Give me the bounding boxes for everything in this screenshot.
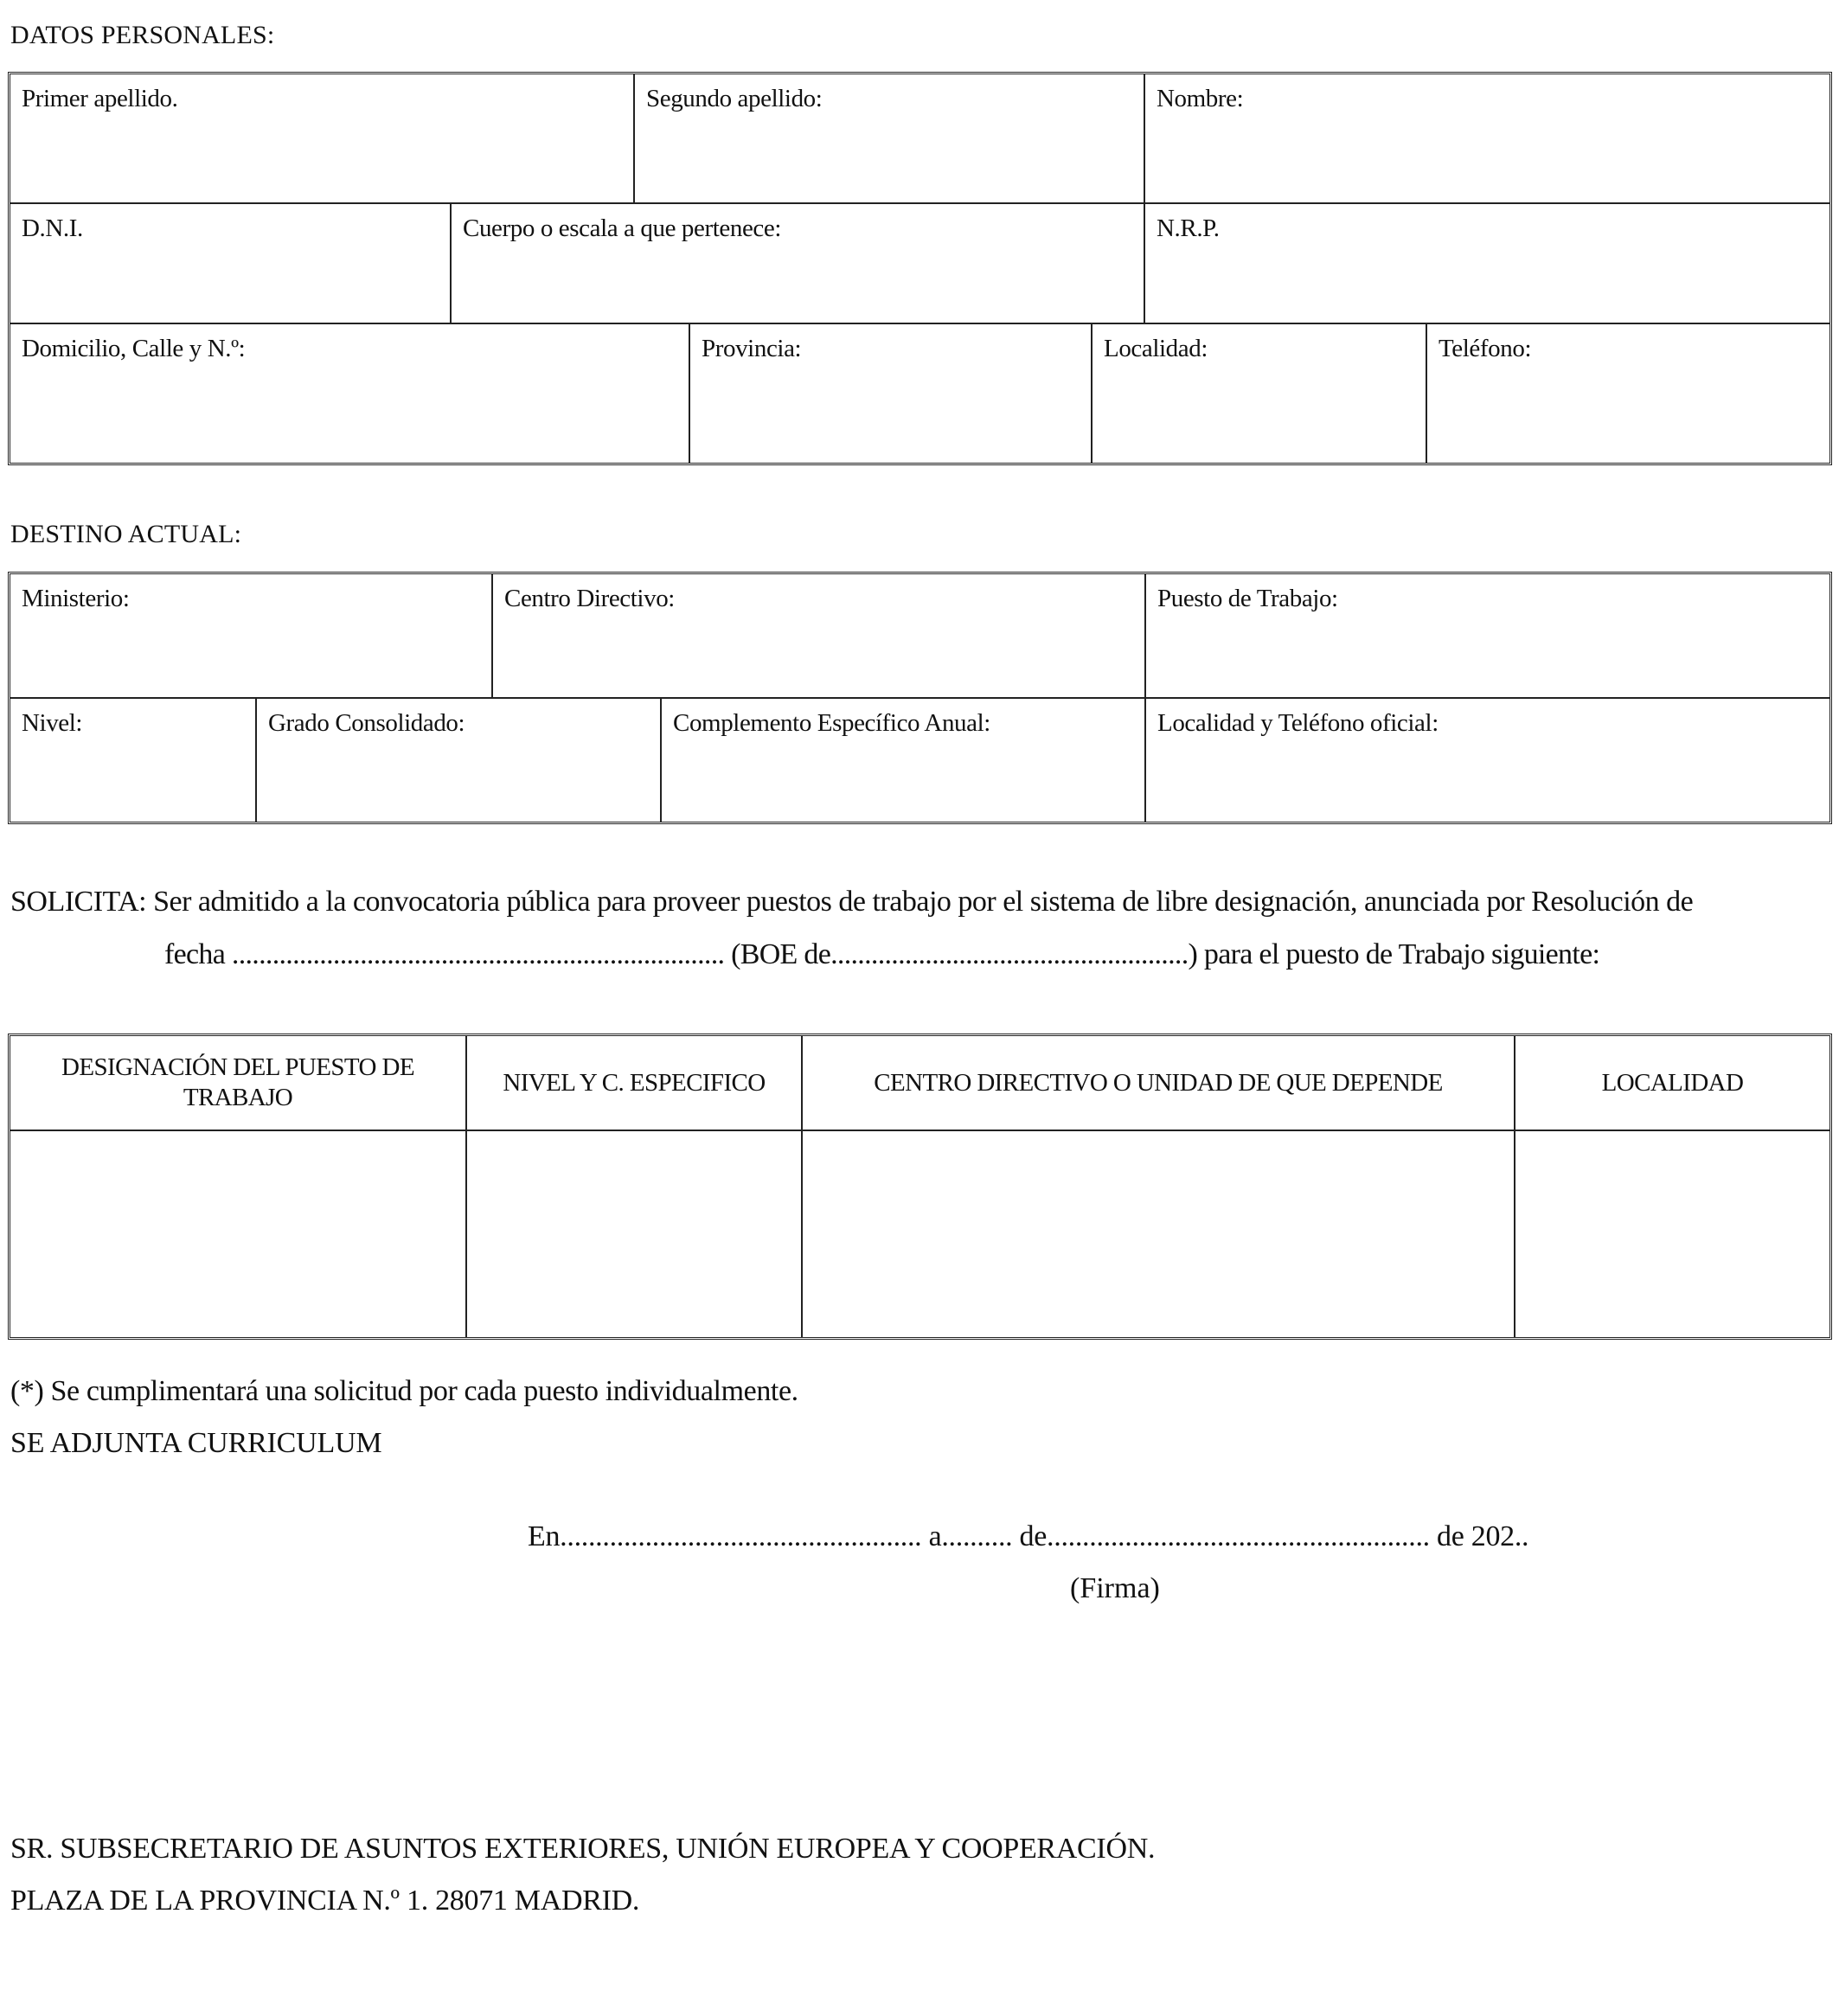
note-una-solicitud: (*) Se cumplimentará una solicitud por cada puesto individualmente. — [10, 1375, 798, 1407]
label-centro-directivo: Centro Directivo: — [504, 585, 675, 612]
input-centro-directivo-unidad[interactable] — [801, 1131, 1514, 1337]
column-header-centro-directivo — [801, 1036, 1514, 1130]
header-centro-text: CENTRO DIRECTIVO O UNIDAD DE QUE DEPENDE — [874, 1068, 1443, 1097]
addressee-line-2: PLAZA DE LA PROVINCIA N.º 1. 28071 MADRID. — [10, 1885, 640, 1917]
signature-place-date-line[interactable]: En................................................... a.......... de...................................................... de 202.. — [528, 1520, 1529, 1552]
label-telefono: Teléfono: — [1439, 335, 1532, 362]
label-nivel: Nivel: — [22, 709, 83, 737]
input-localidad-puesto[interactable] — [1514, 1131, 1829, 1337]
header-nivel-text: NIVEL Y C. ESPECIFICO — [503, 1068, 766, 1097]
field-segundo-apellido[interactable] — [633, 74, 1144, 202]
datos-personales-box — [8, 72, 1832, 465]
input-nivel-especifico[interactable] — [465, 1131, 801, 1337]
solicita-line-1: SOLICITA: Ser admitido a la convocatoria pública para proveer puestos de trabajo por el sistema de libre designación, anunciada por Resolución de — [10, 886, 1694, 918]
column-header-localidad — [1514, 1036, 1829, 1130]
field-domicilio[interactable] — [10, 324, 689, 463]
header-localidad-text: LOCALIDAD — [1601, 1068, 1744, 1097]
field-nivel[interactable] — [10, 699, 255, 822]
section-heading-datos-personales: DATOS PERSONALES: — [10, 21, 275, 49]
label-grado-consolidado: Grado Consolidado: — [268, 709, 465, 737]
field-nrp[interactable] — [1144, 204, 1829, 323]
label-dni: D.N.I. — [22, 214, 83, 242]
label-nombre: Nombre: — [1157, 85, 1244, 112]
field-ministerio[interactable] — [10, 574, 491, 697]
field-puesto-trabajo[interactable] — [1144, 574, 1829, 697]
field-telefono[interactable] — [1426, 324, 1829, 463]
destino-actual-box — [8, 572, 1832, 824]
column-header-nivel — [465, 1036, 801, 1130]
field-localidad-telefono-oficial[interactable] — [1144, 699, 1829, 822]
field-nombre[interactable] — [1144, 74, 1829, 202]
signature-firma-label: (Firma) — [1070, 1572, 1160, 1604]
field-provincia[interactable] — [689, 324, 1091, 463]
field-complemento-especifico[interactable] — [660, 699, 1144, 822]
field-localidad[interactable] — [1091, 324, 1426, 463]
addressee-line-1: SR. SUBSECRETARIO DE ASUNTOS EXTERIORES, UNIÓN EUROPEA Y COOPERACIÓN. — [10, 1833, 1156, 1865]
label-primer-apellido: Primer apellido. — [22, 85, 178, 112]
puesto-solicitado-table — [8, 1034, 1832, 1340]
label-provincia: Provincia: — [702, 335, 802, 362]
label-complemento-especifico: Complemento Específico Anual: — [673, 709, 990, 737]
input-designacion[interactable] — [10, 1131, 465, 1337]
label-segundo-apellido: Segundo apellido: — [646, 85, 823, 112]
field-grado-consolidado[interactable] — [255, 699, 660, 822]
solicita-line-2: fecha ......................................................................... (BOE de.....................................................) para el puesto de Trabajo siguiente: — [164, 938, 1600, 970]
label-ministerio: Ministerio: — [22, 585, 130, 612]
field-primer-apellido[interactable] — [10, 74, 633, 202]
section-heading-destino-actual: DESTINO ACTUAL: — [10, 520, 242, 548]
note-adjunta-curriculum: SE ADJUNTA CURRICULUM — [10, 1427, 382, 1459]
label-puesto-trabajo: Puesto de Trabajo: — [1157, 585, 1338, 612]
label-cuerpo-escala: Cuerpo o escala a que pertenece: — [463, 214, 782, 242]
label-localidad: Localidad: — [1104, 335, 1208, 362]
column-header-designacion — [10, 1036, 465, 1130]
field-dni[interactable] — [10, 204, 450, 323]
header-designacion-text: DESIGNACIÓN DEL PUESTO DE TRABAJO — [61, 1053, 414, 1111]
label-nrp: N.R.P. — [1157, 214, 1220, 242]
label-localidad-telefono-oficial: Localidad y Teléfono oficial: — [1157, 709, 1439, 737]
field-cuerpo-escala[interactable] — [450, 204, 1144, 323]
field-centro-directivo[interactable] — [491, 574, 1144, 697]
label-domicilio: Domicilio, Calle y N.º: — [22, 335, 246, 362]
